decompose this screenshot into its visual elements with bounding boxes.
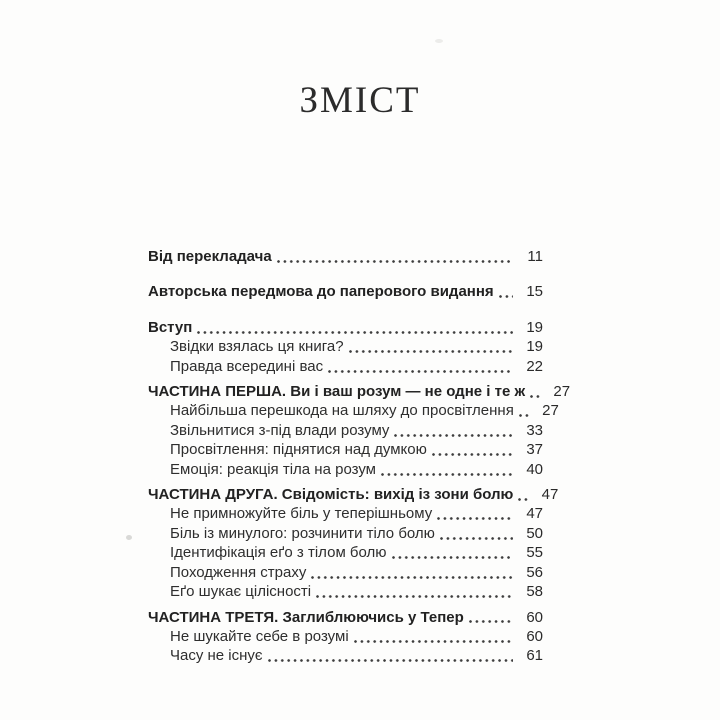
- toc-entry: [148, 421, 543, 440]
- toc-entry: [148, 382, 571, 401]
- toc-entry: [148, 524, 543, 543]
- toc-entry: [148, 543, 543, 562]
- toc-entry-label: Не примножуйте біль у теперішньому: [170, 505, 433, 523]
- toc-entry-page: 11: [527, 248, 543, 265]
- toc-entry-page: 27: [542, 402, 559, 420]
- toc-entry-label: Емоція: реакція тіла на розум: [170, 460, 376, 478]
- dot-leader: [277, 260, 513, 263]
- dot-leader: [437, 517, 513, 520]
- toc-entry-page: 47: [526, 505, 543, 523]
- toc-entry: [148, 401, 559, 420]
- dot-leader: [432, 453, 513, 456]
- dot-leader: [440, 537, 513, 540]
- dot-leader: [392, 556, 513, 559]
- toc-group-part-two: [148, 485, 559, 601]
- toc-entry-page: 61: [526, 647, 543, 665]
- toc-entry-label: Звідки взялась ця книга?: [170, 338, 344, 356]
- toc-entry: [148, 440, 543, 459]
- toc-entry: [148, 646, 543, 665]
- toc-entry-label: Біль із минулого: розчинити тіло болю: [170, 524, 435, 542]
- toc-entry: [148, 282, 543, 301]
- toc-entry-label: Ідентифікація еґо з тілом болю: [170, 544, 387, 562]
- toc-entry-page: 37: [526, 441, 543, 459]
- dot-leader: [499, 295, 513, 298]
- toc-entry: [148, 504, 543, 523]
- toc-entry: [148, 460, 543, 479]
- toc-entry: [148, 608, 543, 627]
- toc-entry-page: 56: [526, 563, 543, 581]
- toc-entry-page: 33: [526, 421, 543, 439]
- toc-entry-page: 47: [541, 486, 559, 504]
- toc-entry-label: Часу не існує: [170, 647, 263, 665]
- toc-entry-label: Еґо шукає цілісності: [170, 583, 312, 601]
- toc-entry-page: 55: [526, 544, 543, 562]
- dot-leader: [354, 640, 513, 643]
- toc-entry-label: ЧАСТИНА ДРУГА. Свідомість: вихід із зони болю: [148, 486, 514, 504]
- toc-entry-page: 50: [526, 524, 543, 542]
- toc-group-translator: [148, 247, 543, 266]
- toc-entry-page: 40: [526, 460, 543, 478]
- scan-speck: [435, 39, 443, 43]
- dot-leader: [530, 395, 540, 398]
- toc-entry-label: Найбільша перешкода на шляху до просвітлення: [170, 402, 514, 420]
- dot-leader: [316, 595, 513, 598]
- dot-leader: [469, 620, 513, 623]
- toc-entry-label: ЧАСТИНА ПЕРША. Ви і ваш розум — не одне і те ж: [148, 383, 526, 401]
- dot-leader: [381, 473, 513, 476]
- toc-entry: [148, 582, 543, 601]
- toc-group-part-one: [148, 382, 571, 479]
- toc-entry-page: 15: [526, 283, 543, 301]
- toc-entry-page: 19: [526, 318, 543, 336]
- toc-group-intro: [148, 318, 543, 376]
- dot-leader: [268, 659, 513, 662]
- scan-speck: [126, 535, 132, 540]
- toc-entry-label: Від перекладача: [148, 248, 272, 265]
- toc-entry-label: Правда всередині вас: [170, 357, 324, 375]
- toc-entry: [148, 337, 543, 356]
- toc-entry-label: Вступ: [148, 318, 193, 336]
- toc-entry: [148, 485, 559, 504]
- contents-title: ЗМІСТ: [299, 79, 421, 121]
- toc-group-author-preface: [148, 282, 543, 301]
- dot-leader: [349, 350, 513, 353]
- toc-entry: [148, 563, 543, 582]
- dot-leader: [328, 370, 513, 373]
- dot-leader: [311, 576, 513, 579]
- toc-entry-label: Звільнитися з-під влади розуму: [170, 421, 390, 439]
- dot-leader: [197, 331, 513, 334]
- toc-entry: [148, 357, 543, 376]
- toc-entry-page: 22: [526, 357, 543, 375]
- toc-entry-label: Авторська передмова до паперового видання: [148, 283, 494, 301]
- toc-entry-label: ЧАСТИНА ТРЕТЯ. Заглиблюючись у Тепер: [148, 608, 464, 626]
- dot-leader: [394, 434, 513, 437]
- toc-entry: [148, 318, 543, 337]
- toc-entry-label: Походження страху: [170, 563, 307, 581]
- table-of-contents: [148, 247, 571, 666]
- dot-leader: [519, 414, 529, 417]
- toc-entry-page: 60: [526, 608, 543, 626]
- toc-group-part-three: [148, 608, 543, 666]
- toc-entry-page: 27: [553, 383, 571, 401]
- toc-entry-page: 58: [526, 583, 543, 601]
- toc-entry-label: Просвітлення: піднятися над думкою: [170, 441, 427, 459]
- toc-entry-page: 19: [526, 338, 543, 356]
- toc-entry: [148, 247, 543, 266]
- toc-entry-label: Не шукайте себе в розумі: [170, 627, 349, 645]
- toc-entry: [148, 627, 543, 646]
- dot-leader: [518, 498, 528, 501]
- toc-entry-page: 60: [526, 627, 543, 645]
